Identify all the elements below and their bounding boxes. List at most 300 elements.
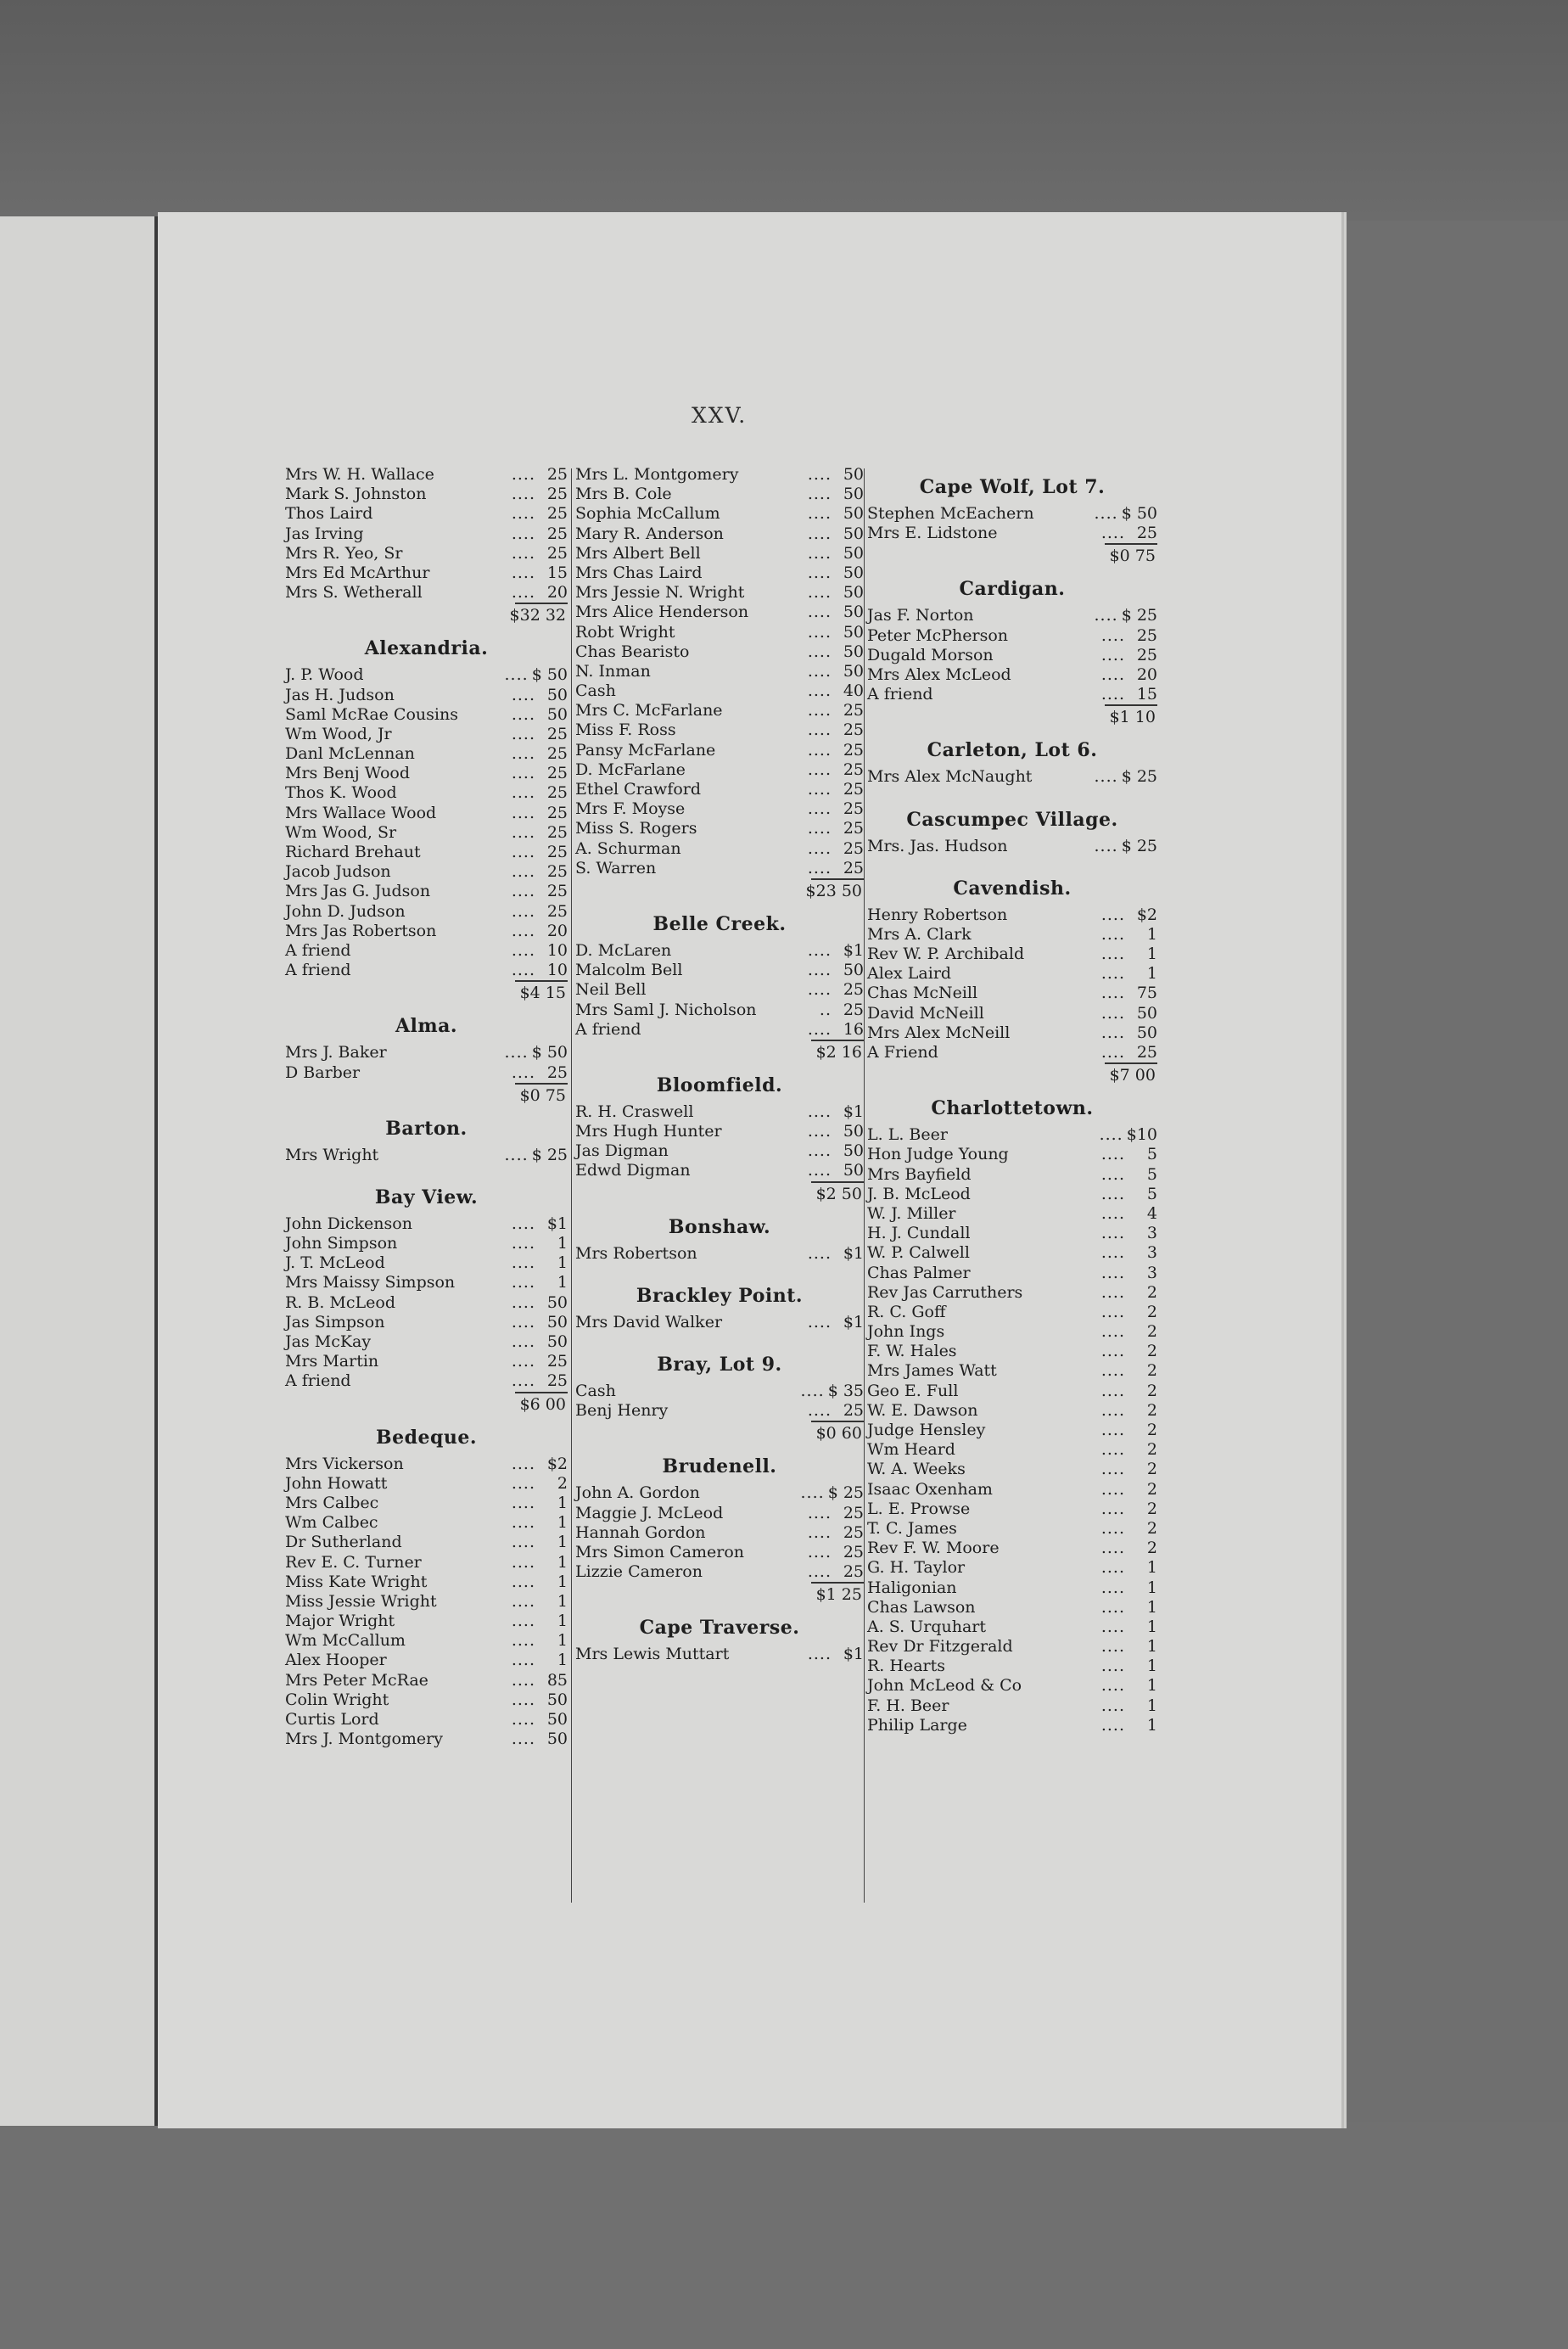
leader-dots: .... <box>511 524 535 543</box>
leader-dots: .... <box>807 1645 832 1664</box>
leader-dots: .... <box>1100 1518 1125 1538</box>
leader-dots: .... <box>807 720 832 740</box>
subscriber-name: W. P. Calwell <box>867 1243 970 1263</box>
leader-dots: .... <box>511 843 535 861</box>
subscriber-row <box>285 862 568 882</box>
subscriber-name: Rev W. P. Archibald <box>867 945 1025 964</box>
leader-dots: .... <box>1100 1023 1125 1042</box>
subscriber-name: David McNeill <box>867 1003 984 1023</box>
subscriber-name: John D. Judson <box>285 901 406 921</box>
subscriber-name: R. Hearts <box>867 1657 945 1676</box>
subscriber-name: A Friend <box>867 1043 938 1062</box>
donation-amount: 50 <box>546 1292 568 1312</box>
subscriber-name: Miss F. Ross <box>575 720 676 740</box>
subscriber-name: A friend <box>285 940 351 960</box>
leader-dots: .... <box>1100 1043 1125 1062</box>
leader-dots: .... <box>511 1730 535 1749</box>
donation-amount: 25 <box>843 980 864 1000</box>
donation-amount: 50 <box>843 961 864 980</box>
leader-dots: .... <box>1100 1676 1125 1696</box>
donation-amount: 2 <box>1146 1421 1157 1439</box>
leader-dots: .... <box>1100 1558 1125 1578</box>
subscriber-row <box>285 1455 568 1474</box>
subscriber-name: Pansy McFarlane <box>575 740 716 760</box>
leader-dots: .... <box>1100 1715 1125 1735</box>
donation-amount: 50 <box>843 543 864 563</box>
leader-dots: .... <box>1100 645 1125 664</box>
subscriber-name: Maggie J. McLeod <box>575 1503 724 1522</box>
total-rule <box>515 1392 568 1393</box>
leader-dots: .... <box>511 764 535 783</box>
total-amount: $6 00 <box>519 1394 566 1414</box>
section-total <box>575 1181 864 1205</box>
subscriber-row <box>575 1001 864 1020</box>
leader-dots: .... <box>511 1214 535 1233</box>
donation-amount: 1 <box>557 1572 568 1591</box>
donation-amount: 3 <box>1146 1263 1157 1282</box>
subscriber-name: Chas Palmer <box>867 1263 971 1282</box>
donation-amount: 2 <box>557 1473 568 1493</box>
subscriber-name: Cash <box>575 1382 616 1400</box>
subscriber-row <box>285 1371 568 1391</box>
subscriber-name: Mrs Alex McNaught <box>867 767 1033 787</box>
subscriber-name: F. H. Beer <box>867 1696 949 1715</box>
donation-amount: 10 <box>546 961 568 980</box>
section-alexandria <box>285 626 568 1004</box>
subscriber-row <box>575 1543 864 1562</box>
leader-dots: .... <box>511 1572 535 1591</box>
donation-amount: 1 <box>1146 1676 1157 1696</box>
subscriber-name: A friend <box>575 1019 641 1039</box>
subscriber-name: Benj Henry <box>575 1401 669 1421</box>
donation-amount: 25 <box>1136 625 1157 645</box>
leader-dots: .... <box>807 1122 832 1141</box>
donation-amount: $ 50 <box>531 1043 568 1062</box>
leader-dots: .... <box>1100 625 1125 645</box>
donation-amount: 3 <box>1146 1224 1157 1243</box>
subscriber-row <box>575 760 864 780</box>
leader-dots: .... <box>1100 524 1125 543</box>
leader-dots: .... <box>807 681 832 701</box>
subscriber-name: John Howatt <box>285 1473 388 1493</box>
section-heading: Bay View. <box>374 1186 479 1208</box>
subscriber-name: John Dickenson <box>285 1214 412 1233</box>
donation-amount: 2 <box>1146 1440 1157 1460</box>
subscriber-name: Mrs Maissy Simpson <box>285 1273 456 1292</box>
leader-dots: .... <box>511 961 535 980</box>
subscriber-row <box>867 1204 1157 1224</box>
leader-dots: .... <box>807 485 832 504</box>
subscriber-row <box>575 524 864 544</box>
subscriber-row <box>285 823 568 843</box>
leader-dots: .... <box>1100 1164 1125 1184</box>
leader-dots: .... <box>511 1591 535 1611</box>
section-heading: Bray, Lot 9. <box>657 1354 782 1376</box>
donation-amount: 10 <box>546 940 568 960</box>
donation-amount: 25 <box>1136 645 1157 664</box>
subscriber-row <box>285 1352 568 1371</box>
donation-amount: 2 <box>1146 1499 1157 1518</box>
subscriber-name: Wm Calbec <box>285 1513 378 1533</box>
leader-dots: .... <box>807 799 832 819</box>
section-total <box>285 1392 568 1416</box>
donation-amount: 25 <box>843 838 864 858</box>
leader-dots: .... <box>807 838 832 858</box>
total-amount: $32 32 <box>509 606 566 625</box>
section-continued <box>575 465 864 902</box>
donation-amount: 25 <box>546 485 568 504</box>
subscriber-name: Geo E. Full <box>867 1381 959 1400</box>
total-amount: $2 16 <box>815 1042 862 1062</box>
subscriber-row <box>575 941 864 961</box>
leader-dots: .... <box>511 1670 535 1690</box>
donation-amount: $ 25 <box>827 1483 864 1503</box>
leader-dots: .... <box>1100 1361 1125 1381</box>
leader-dots: .... <box>511 1062 535 1082</box>
subscriber-row <box>867 1500 1157 1519</box>
subscriber-name: A. Schurman <box>575 838 681 858</box>
total-amount: $1 10 <box>1109 708 1156 727</box>
total-amount: $0 75 <box>1109 547 1156 566</box>
subscriber-name: D Barber <box>285 1062 361 1082</box>
subscriber-row <box>867 1598 1157 1617</box>
donation-amount: 1 <box>1146 1558 1157 1578</box>
subscriber-name: Wm Wood, Jr <box>285 724 392 743</box>
subscriber-row <box>575 1161 864 1180</box>
leader-dots: .... <box>1100 1657 1125 1676</box>
leader-dots: .... <box>807 1562 832 1582</box>
subscriber-name: F. W. Hales <box>867 1342 957 1361</box>
donation-amount: 3 <box>1146 1243 1157 1263</box>
donation-amount: 25 <box>843 1401 864 1421</box>
donation-amount: 1 <box>557 1513 568 1533</box>
section-spacer <box>867 788 1157 798</box>
donation-amount: 2 <box>1146 1400 1157 1420</box>
section-total <box>285 1083 568 1107</box>
leader-dots: .... <box>1094 836 1118 855</box>
leader-dots: .... <box>807 1503 832 1522</box>
scan-background-top <box>0 0 1568 221</box>
donation-amount: $1 <box>843 1243 864 1263</box>
subscriber-name: L. L. Beer <box>867 1125 948 1145</box>
subscriber-row <box>867 626 1157 646</box>
section-heading: Alexandria. <box>364 637 489 660</box>
donation-amount: 25 <box>843 1542 864 1561</box>
subscriber-name: Peter McPherson <box>867 625 1009 645</box>
leader-dots: .... <box>511 1371 535 1391</box>
subscriber-row <box>285 1293 568 1313</box>
subscriber-row <box>285 524 568 544</box>
donation-amount: $1 <box>843 1312 864 1331</box>
section-bay-view <box>285 1175 568 1416</box>
section-continued <box>285 465 568 626</box>
subscriber-name: Hon Judge Young <box>867 1145 1009 1164</box>
subscriber-row <box>867 1637 1157 1657</box>
donation-amount: 15 <box>546 563 568 582</box>
subscriber-row <box>867 1401 1157 1421</box>
section-total <box>867 543 1157 567</box>
section-cardigan <box>867 567 1157 728</box>
subscriber-name: Mrs Vickerson <box>285 1454 404 1473</box>
subscriber-name: Saml McRae Cousins <box>285 704 458 724</box>
leader-dots: .... <box>511 1292 535 1312</box>
subscriber-row <box>285 1253 568 1273</box>
subscriber-name: John Ings <box>867 1322 945 1342</box>
subscriber-row <box>575 465 864 485</box>
subscriber-row <box>867 1676 1157 1696</box>
subscriber-name: Mrs Peter McRae <box>285 1670 428 1690</box>
subscriber-row <box>285 1494 568 1513</box>
donation-amount: 50 <box>546 1730 568 1749</box>
subscriber-name: W. E. Dawson <box>867 1400 978 1420</box>
subscriber-row <box>867 665 1157 685</box>
subscriber-row <box>867 1480 1157 1500</box>
subscriber-row <box>575 819 864 838</box>
subscriber-row <box>285 1553 568 1573</box>
subscriber-name: Mrs E. Lidstone <box>867 524 998 543</box>
subscriber-name: Mrs Jas Robertson <box>285 921 437 940</box>
section-spacer <box>867 856 1157 866</box>
section-heading: Cape Wolf, Lot 7. <box>919 476 1106 498</box>
leader-dots: .... <box>1094 606 1118 625</box>
subscriber-name: L. E. Prowse <box>867 1499 971 1518</box>
donation-amount: 40 <box>843 681 864 701</box>
total-rule <box>1105 1062 1157 1064</box>
leader-dots: .... <box>1100 1322 1125 1342</box>
donation-amount: $ 25 <box>1121 606 1157 625</box>
section-spacer <box>575 1665 864 1675</box>
section-alma <box>285 1004 568 1106</box>
donation-amount: 50 <box>843 504 864 524</box>
donation-amount: 2 <box>1146 1381 1157 1400</box>
donation-amount: 25 <box>546 822 568 842</box>
subscriber-name: Alex Laird <box>867 964 952 984</box>
subscriber-name: Mrs Saml J. Nicholson <box>575 1000 757 1019</box>
subscriber-name: Mrs S. Wetherall <box>285 583 423 603</box>
subscriber-row <box>867 685 1157 704</box>
subscriber-row <box>575 681 864 701</box>
subscriber-name: Mrs Jas G. Judson <box>285 882 431 901</box>
subscriber-name: Major Wright <box>285 1612 395 1631</box>
leader-dots: .... <box>807 819 832 838</box>
donation-amount: 25 <box>546 724 568 743</box>
subscriber-row <box>575 859 864 878</box>
donation-amount: 2 <box>1146 1322 1157 1342</box>
subscriber-row <box>575 583 864 603</box>
donation-amount: 20 <box>1136 664 1157 684</box>
leader-dots: .... <box>807 940 832 960</box>
subscriber-row <box>867 1303 1157 1322</box>
leader-dots: .. <box>819 1000 832 1019</box>
subscriber-row <box>285 804 568 823</box>
leader-dots: .... <box>511 822 535 842</box>
section-spacer <box>867 1735 1157 1746</box>
leader-dots: .... <box>1094 767 1118 787</box>
subscriber-row <box>867 1004 1157 1023</box>
subscriber-row <box>285 1612 568 1631</box>
section-spacer <box>575 1332 864 1343</box>
subscriber-name: H. J. Cundall <box>867 1224 971 1243</box>
column-2 <box>575 465 864 1675</box>
total-amount: $4 15 <box>519 984 566 1003</box>
section-heading: Brudenell. <box>662 1455 777 1478</box>
donation-amount: 5 <box>1146 1184 1157 1203</box>
leader-dots: .... <box>511 1612 535 1631</box>
subscriber-name: Mrs Simon Cameron <box>575 1542 745 1561</box>
subscriber-name: Mrs Jessie N. Wright <box>575 583 745 603</box>
donation-amount: 25 <box>843 1503 864 1522</box>
subscriber-row <box>867 1264 1157 1283</box>
leader-dots: .... <box>807 1312 832 1331</box>
subscriber-name: Jas Irving <box>285 524 364 543</box>
section-bray-lot-9 <box>575 1343 864 1444</box>
donation-amount: 1 <box>1146 924 1157 944</box>
donation-amount: 1 <box>557 1533 568 1552</box>
donation-amount: 50 <box>843 642 864 661</box>
total-rule <box>515 1083 568 1085</box>
subscriber-name: Henry Robertson <box>867 905 1008 924</box>
leader-dots: .... <box>511 1552 535 1572</box>
donation-amount: 16 <box>843 1019 864 1039</box>
section-total <box>575 1582 864 1606</box>
donation-amount: $ 50 <box>531 665 568 685</box>
leader-dots: .... <box>1100 1282 1125 1302</box>
section-heading: Cascumpec Village. <box>906 808 1118 831</box>
subscriber-row <box>867 1023 1157 1043</box>
subscriber-name: Mrs Robertson <box>575 1243 697 1263</box>
donation-amount: 50 <box>843 1141 864 1161</box>
subscriber-row <box>867 1696 1157 1716</box>
donation-amount: 1 <box>1146 1637 1157 1657</box>
section-total <box>285 980 568 1004</box>
subscriber-row <box>867 1185 1157 1204</box>
donation-amount: 2 <box>1146 1460 1157 1479</box>
subscriber-name: Mrs B. Cole <box>575 485 672 504</box>
subscriber-name: R. H. Craswell <box>575 1102 694 1121</box>
leader-dots: .... <box>807 1542 832 1561</box>
leader-dots: .... <box>511 1312 535 1331</box>
subscriber-name: Rev E. C. Turner <box>285 1552 422 1572</box>
subscriber-name: Mrs Alice Henderson <box>575 603 749 622</box>
subscriber-row <box>867 524 1157 543</box>
leader-dots: .... <box>511 704 535 724</box>
subscriber-name: A friend <box>285 1371 351 1391</box>
subscriber-name: Rev Dr Fitzgerald <box>867 1637 1013 1657</box>
leader-dots: .... <box>504 1043 529 1062</box>
subscriber-row <box>575 623 864 642</box>
subscriber-name: John Simpson <box>285 1234 398 1253</box>
leader-dots: .... <box>807 563 832 582</box>
subscriber-row <box>285 922 568 941</box>
donation-amount: 25 <box>546 843 568 861</box>
leader-dots: .... <box>1094 504 1118 523</box>
leader-dots: .... <box>1100 1637 1125 1657</box>
subscriber-row <box>867 1578 1157 1598</box>
section-heading: Bloomfield. <box>656 1074 783 1096</box>
subscriber-name: J. P. Wood <box>285 665 364 685</box>
subscriber-name: Ethel Crawford <box>575 780 702 799</box>
subscriber-name: Jacob Judson <box>285 862 391 882</box>
subscriber-name: Mrs C. McFarlane <box>575 701 723 720</box>
subscriber-name: Mrs J. Montgomery <box>285 1730 443 1749</box>
subscriber-row <box>867 1243 1157 1263</box>
donation-amount: 2 <box>1146 1479 1157 1499</box>
subscriber-row <box>867 1043 1157 1062</box>
subscriber-row <box>285 764 568 783</box>
donation-amount: 25 <box>1136 1043 1157 1062</box>
subscriber-row <box>575 1645 864 1664</box>
subscriber-name: Dugald Morson <box>867 645 994 664</box>
donation-amount: 25 <box>546 764 568 783</box>
subscriber-name: Mrs Albert Bell <box>575 543 701 563</box>
subscriber-name: R. B. McLeod <box>285 1292 395 1312</box>
donation-amount: 1 <box>557 1651 568 1670</box>
subscriber-row <box>867 1283 1157 1303</box>
total-amount: $0 75 <box>519 1085 566 1105</box>
leader-dots: .... <box>807 780 832 799</box>
donation-amount: 1 <box>557 1273 568 1292</box>
section-total <box>285 603 568 626</box>
subscriber-name: Miss Jessie Wright <box>285 1591 437 1611</box>
leader-dots: .... <box>511 882 535 901</box>
section-bloomfield <box>575 1063 864 1205</box>
section-heading: Cavendish. <box>953 877 1072 900</box>
subscriber-row <box>285 941 568 961</box>
section-bonshaw <box>575 1205 864 1274</box>
subscriber-name: Haligonian <box>867 1578 957 1597</box>
donation-amount: 25 <box>546 1352 568 1371</box>
subscriber-name: Mrs Wright <box>285 1145 379 1164</box>
donation-amount: 50 <box>843 524 864 543</box>
subscriber-row <box>575 799 864 819</box>
subscriber-name: Mrs L. Montgomery <box>575 465 739 484</box>
subscriber-name: John A. Gordon <box>575 1483 700 1503</box>
leader-dots: .... <box>511 543 535 563</box>
subscriber-row <box>575 1382 864 1401</box>
leader-dots: .... <box>511 1710 535 1729</box>
donation-amount: 25 <box>546 744 568 764</box>
subscriber-name: A. S. Urquhart <box>867 1617 986 1636</box>
subscriber-row <box>285 744 568 764</box>
section-spacer <box>285 1749 568 1759</box>
leader-dots: .... <box>807 543 832 563</box>
leader-dots: .... <box>807 740 832 760</box>
donation-amount: 50 <box>843 1122 864 1141</box>
donation-amount: 50 <box>843 583 864 603</box>
subscriber-row <box>285 1273 568 1292</box>
donation-amount: 25 <box>1136 524 1157 543</box>
subscriber-row <box>575 603 864 622</box>
total-rule <box>515 980 568 982</box>
section-heading: Barton. <box>385 1117 468 1140</box>
leader-dots: .... <box>1100 1243 1125 1263</box>
subscriber-row <box>285 1332 568 1352</box>
leader-dots: .... <box>1100 1479 1125 1499</box>
subscriber-row <box>867 1322 1157 1342</box>
column-1 <box>285 465 568 1759</box>
subscriber-row <box>867 1617 1157 1637</box>
leader-dots: .... <box>1100 984 1125 1003</box>
subscriber-name: Lizzie Cameron <box>575 1562 703 1582</box>
donation-amount: 50 <box>546 1312 568 1331</box>
subscriber-name: Mrs Lewis Muttart <box>575 1645 730 1664</box>
subscriber-name: Mrs Martin <box>285 1352 379 1371</box>
subscriber-name: Mrs J. Baker <box>285 1043 387 1062</box>
section-brackley-point <box>575 1274 864 1343</box>
subscriber-name: Robt Wright <box>575 622 675 642</box>
subscriber-row <box>867 1361 1157 1381</box>
subscriber-row <box>285 705 568 725</box>
